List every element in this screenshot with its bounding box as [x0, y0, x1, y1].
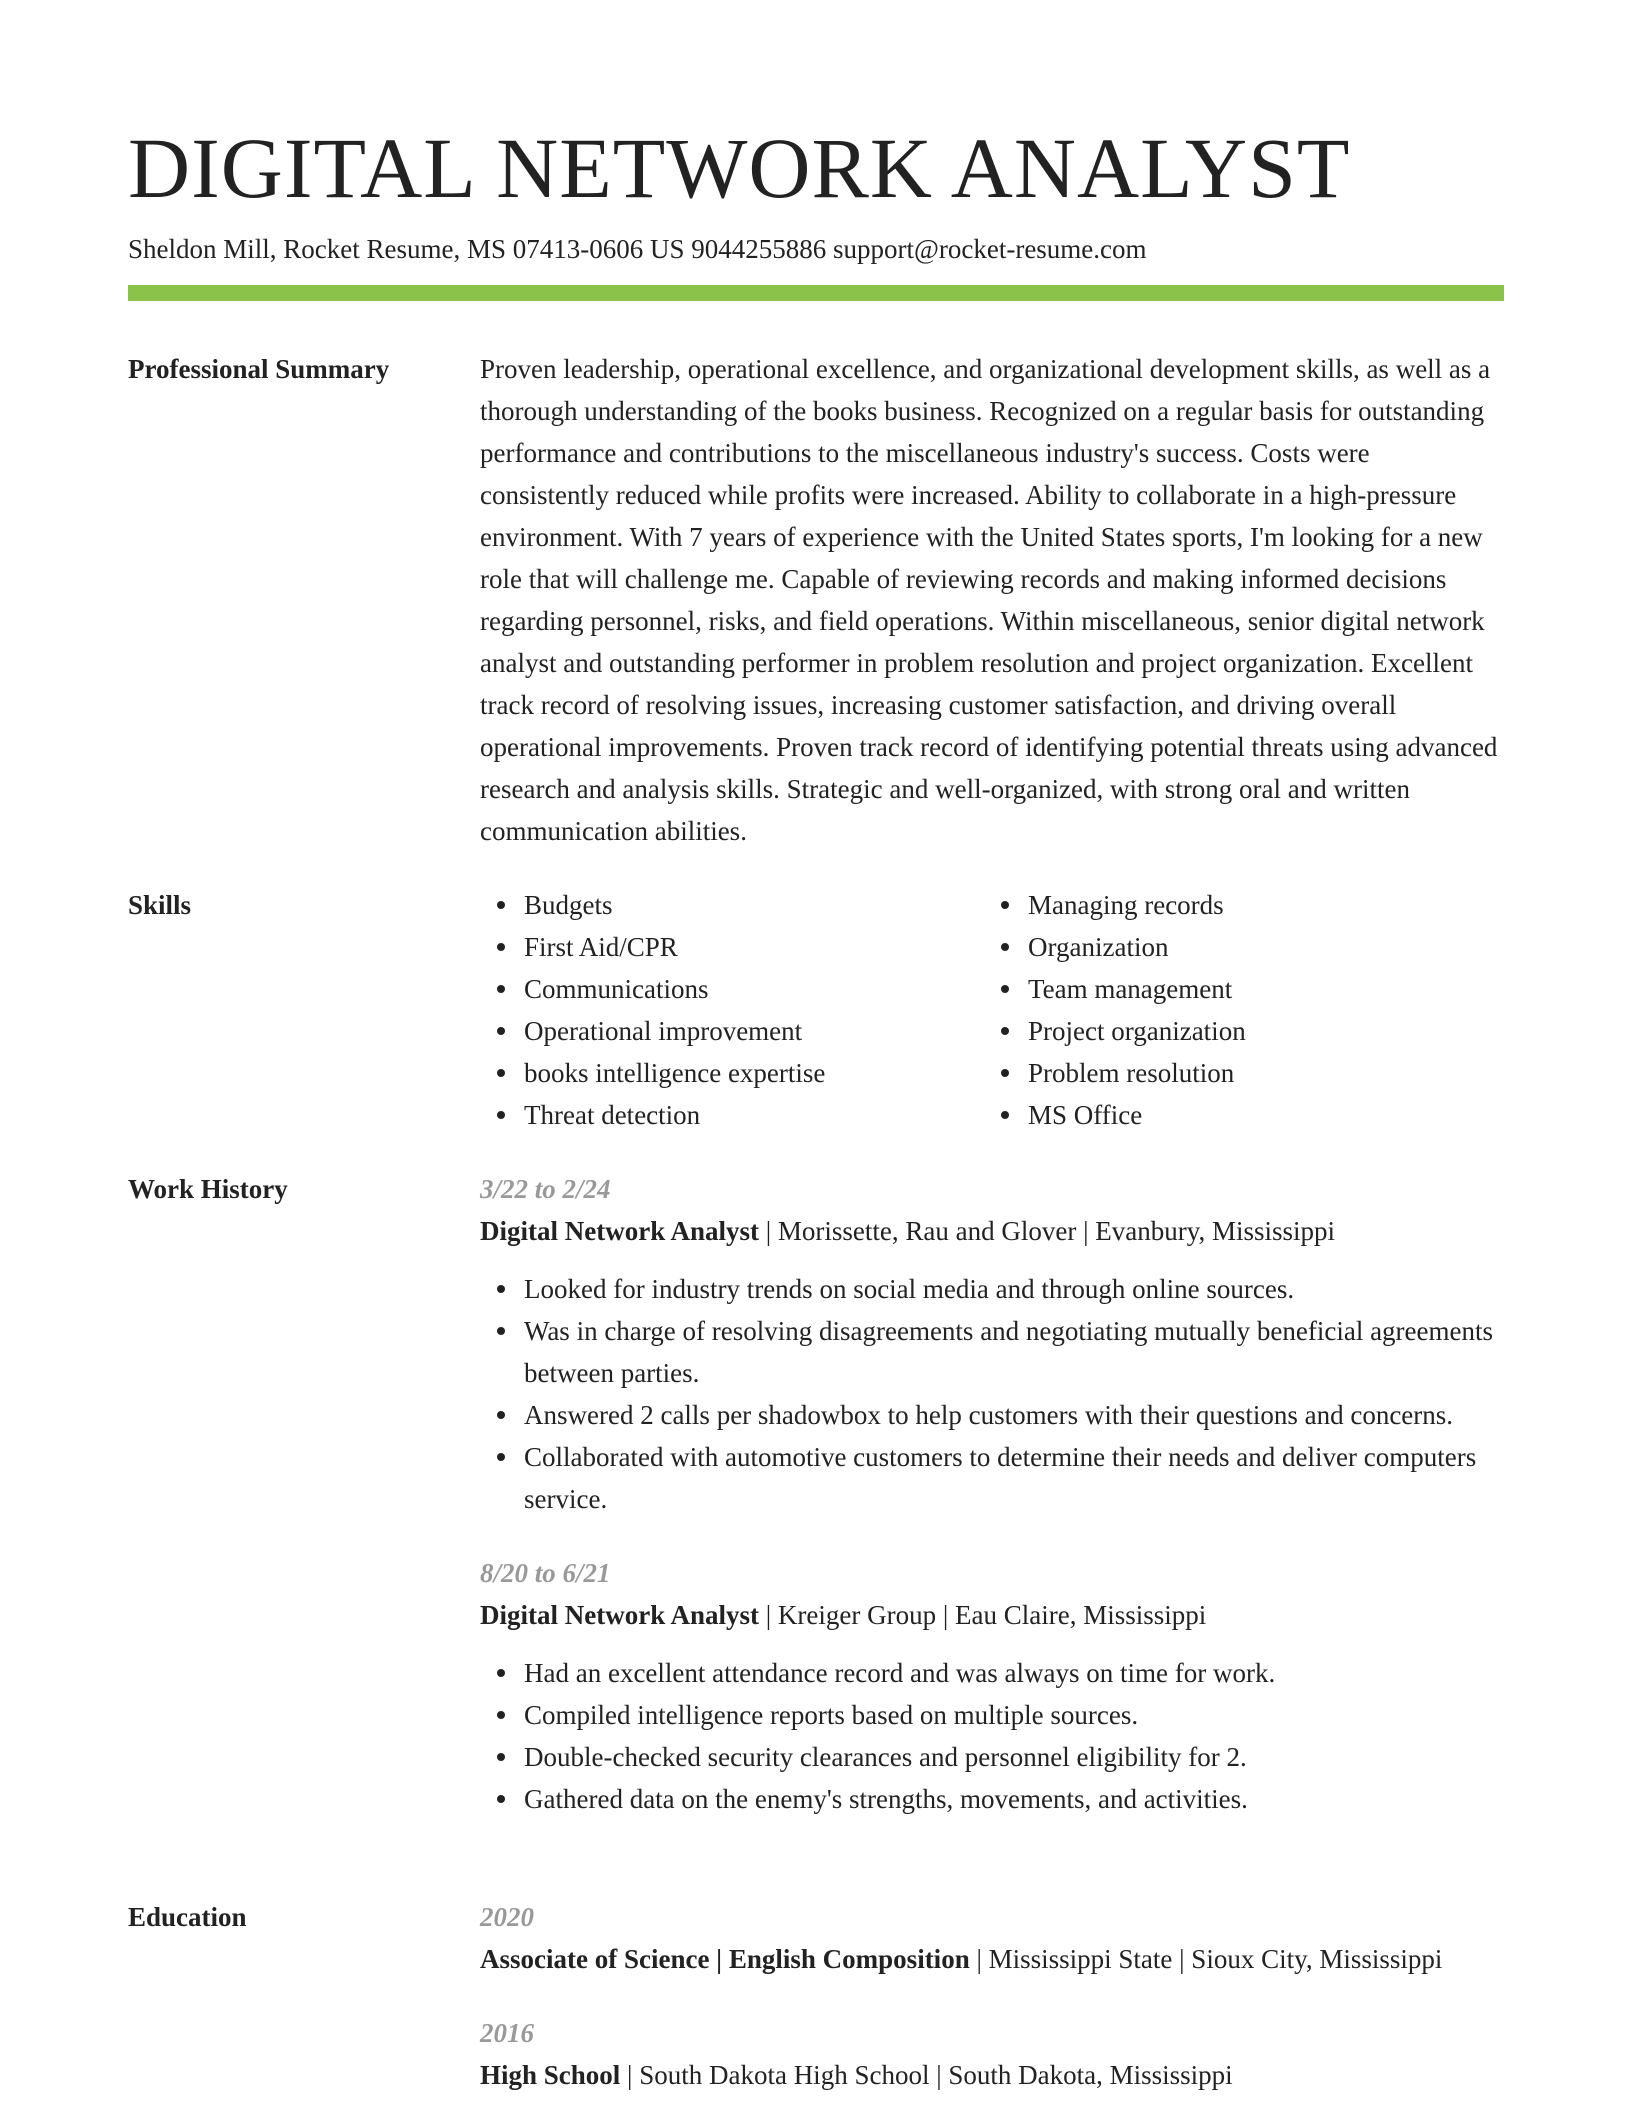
work-history-heading: Work History [128, 1174, 288, 1204]
education-heading-line [480, 1938, 1504, 1980]
job-bullets [480, 1268, 1504, 1520]
education-entry [480, 1896, 1504, 1980]
education-heading-line [480, 2054, 1504, 2096]
education-heading: Education [128, 1902, 247, 1932]
skills-heading: Skills [128, 890, 192, 920]
education-details: | Mississippi State | Sioux City, Mississippi [969, 1944, 1443, 1974]
education-year: 2020 [480, 1902, 534, 1932]
education-year: 2016 [480, 2018, 534, 2048]
education-degree: High School [480, 2060, 621, 2090]
job-heading [480, 1594, 1504, 1636]
skill-item: Team management [1028, 968, 1488, 1010]
skill-item: Operational improvement [524, 1010, 984, 1052]
contact-line: Sheldon Mill, Rocket Resume, MS 07413-0606 US 9044255886 support@rocket-resume.com [128, 234, 1147, 264]
job-dates: 3/22 to 2/24 [480, 1174, 611, 1204]
skill-item: Problem resolution [1028, 1052, 1488, 1094]
job-bullet: Double-checked security clearances and personnel eligibility for 2. [524, 1736, 1504, 1778]
resume-title: DIGITAL NETWORK ANALYST [128, 120, 1351, 216]
job-bullet: Gathered data on the enemy's strengths, movements, and activities. [524, 1778, 1504, 1820]
work-history-section [480, 1168, 1504, 1820]
education-section [480, 1896, 1504, 2096]
skills-list-right [984, 884, 1488, 1136]
job-title: Digital Network Analyst [480, 1600, 759, 1630]
summary-section [480, 348, 1504, 852]
job-bullet: Compiled intelligence reports based on multiple sources. [524, 1694, 1504, 1736]
skills-section [480, 884, 1504, 1136]
education-degree: Associate of Science | English Composition [480, 1944, 970, 1974]
skill-item: Threat detection [524, 1094, 984, 1136]
education-entry [480, 2012, 1504, 2096]
summary-heading: Professional Summary [128, 354, 390, 384]
job-entry [480, 1552, 1504, 1820]
job-details: | Morissette, Rau and Glover | Evanbury, Mississippi [759, 1216, 1336, 1246]
job-entry [480, 1168, 1504, 1520]
job-title: Digital Network Analyst [480, 1216, 759, 1246]
skill-item: Budgets [524, 884, 984, 926]
skills-list-left [480, 884, 984, 1136]
skill-item: MS Office [1028, 1094, 1488, 1136]
job-bullet: Was in charge of resolving disagreements and negotiating mutually beneficial agreements between parties. [524, 1310, 1504, 1394]
skill-item: books intelligence expertise [524, 1052, 984, 1094]
job-heading [480, 1210, 1504, 1252]
skill-item: First Aid/CPR [524, 926, 984, 968]
job-dates: 8/20 to 6/21 [480, 1558, 611, 1588]
job-bullet: Looked for industry trends on social media and through online sources. [524, 1268, 1504, 1310]
skill-item: Project organization [1028, 1010, 1488, 1052]
skill-item: Managing records [1028, 884, 1488, 926]
job-bullet: Had an excellent attendance record and was always on time for work. [524, 1652, 1504, 1694]
education-details: | South Dakota High School | South Dakota, Mississippi [620, 2060, 1233, 2090]
header-divider [128, 285, 1504, 301]
job-details: | Kreiger Group | Eau Claire, Mississippi [759, 1600, 1207, 1630]
skill-item: Communications [524, 968, 984, 1010]
summary-text: Proven leadership, operational excellence, and organizational development skills, as well as a thorough understanding of the books business. Recognized on a regular basis for outstanding performance and contributions to the miscellaneous industry's success. Costs were consistently reduced while profits were increased. Ability to collaborate in a high-pressure environment. With 7 years of experience with the United States sports, I'm looking for a new role that will challenge me. Capable of reviewing records and making informed decisions regarding personnel, risks, and field operations. Within miscellaneous, senior digital network analyst and outstanding performer in problem resolution and project organization. Excellent track record of resolving issues, increasing customer satisfaction, and driving overall operational improvements. Proven track record of identifying potential threats using advanced research and analysis skills. Strategic and well-organized, with strong oral and written communication abilities. [480, 354, 1498, 846]
skill-item: Organization [1028, 926, 1488, 968]
job-bullet: Answered 2 calls per shadowbox to help customers with their questions and concerns. [524, 1394, 1504, 1436]
job-bullets [480, 1652, 1504, 1820]
job-bullet: Collaborated with automotive customers to determine their needs and deliver computers service. [524, 1436, 1504, 1520]
